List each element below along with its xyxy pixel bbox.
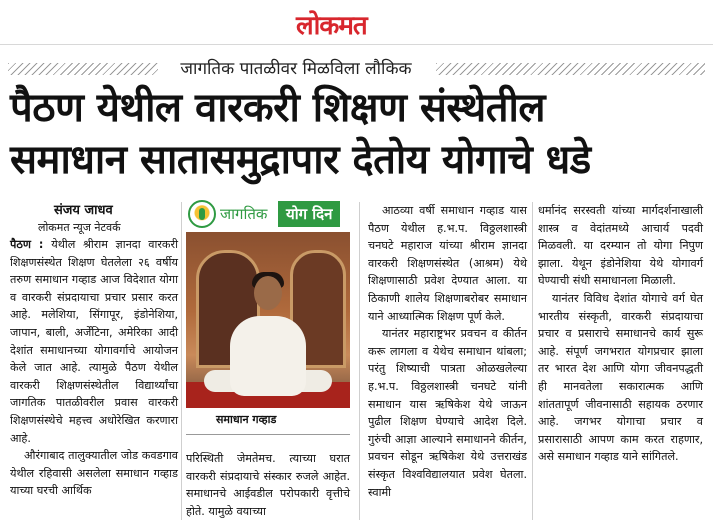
- yoga-day-badge: [186, 200, 350, 230]
- article-column-1: [10, 202, 178, 500]
- photo-figure-head: [254, 276, 282, 310]
- photo-caption: [186, 408, 350, 435]
- headline: [10, 82, 710, 186]
- article-paragraph: यानंतर विविध देशांत योगाचे वर्ग घेत भारतीय संस्कृती, वारकरी संप्रदायाचा प्रचार व प्रसाराचे समाधानचे कार्य सुरू आहे. संपूर्ण जगभरात योगप्रचार झाला तर भारत देश आणि योगा जीवनपद्धती ही मानवतेला सकारात्मक आणि शांततापूर्ण जीवनासाठी सहायक ठरणार आहे. जगभर योगाचा प्रचार व प्रसारासाठी आपण काम करत राहणार, असे समाधान गव्हाड याने सांगितले.: [538, 291, 703, 464]
- kicker-hatch-left: [8, 63, 158, 75]
- article-paragraph: [10, 236, 178, 447]
- paragraph-text: येथील श्रीराम ज्ञानदा वारकरी शिक्षणसंस्थेत शिक्षण घेतलेला २६ वर्षीय तरुण समाधान गव्हाड आज विदेशात योगा व वारकरी संप्रदायाचा प्रचार प्रसार करत आहे. मलेशिया, सिंगापूर, इंडोनेशिया, जापान, बाली, अर्जेंटिना, अमेरिका आदी देशांत समाधानच्या योगावर्गाचे आयोजन केले जात आहे. त्यामुळे पैठण येथील वारकरी शिक्षणसंस्थेतील विद्यार्थ्यांचा जागतिक पातळीवरील प्रवास वारकरी शिक्षणसंस्थेचे महत्त्व अधोरेखित करणारा आहे.: [10, 238, 178, 445]
- photo-figure-body: [230, 316, 306, 396]
- newspaper-logo: लोकमत: [296, 11, 367, 41]
- column-divider: [181, 202, 182, 520]
- newspaper-masthead: [0, 0, 713, 45]
- dateline: पैठण :: [10, 238, 52, 251]
- kicker-strip: [8, 58, 705, 80]
- article-paragraph: आठव्या वर्षी समाधान गव्हाड यास पैठण येथील ह.भ.प. विठ्ठलशास्त्री चनघटे महाराज यांच्या श्रीराम ज्ञानदा वारकरी शिक्षणसंस्थेत (आश्रम) येथे शिक्षणासाठी प्रवेश देण्यात आला. या ठिकाणी शालेय शिक्षणाबरोबर समाधान याने आध्यात्मिक शिक्षण पूर्ण केले.: [368, 204, 527, 323]
- kicker-hatch-right: [436, 63, 705, 75]
- article-paragraph: यानंतर महाराष्ट्रभर प्रवचन व कीर्तन करू लागला व येथेच समाधान थांबला; परंतु शिष्याची पात्रता ओळखलेल्या ह.भ.प. विठ्ठलशास्त्री चनघटे यांनी समाधान यास ऋषिकेश येथे जाऊन पुढील शिक्षण घेण्याचे आदेश दिले. गुरुंची आज्ञा आल्याने समाधानने कीर्तन, प्रवचन सोडून ऋषिकेश येथे उत्तराखंड संस्कृत विश्वविद्यालयात प्रवेश घेतला. स्वामी: [368, 327, 527, 499]
- yoga-badge-word-1: जागतिक: [220, 205, 268, 223]
- article-column-2: [186, 450, 350, 520]
- photo-caption-text: समाधान गव्हाड: [216, 413, 277, 426]
- headline-line-2: समाधान सातासमुद्रापार देतोय योगाचे धडे: [10, 137, 591, 183]
- column-divider: [359, 202, 360, 520]
- article-paragraph: औरंगाबाद तालुक्यातील जोड कवडगाव येथील रहिवासी असलेला समाधान गव्हाड याच्या घरची आर्थिक: [10, 449, 178, 498]
- byline-agency: लोकमत न्यूज नेटवर्क: [38, 221, 121, 234]
- byline-author: संजय जाधव: [54, 203, 113, 218]
- article-paragraph: धर्मानंद सरस्वती यांच्या मार्गदर्शनाखाली शास्त्र व वेदांतमध्ये आचार्य पदवी मिळवली. या दरम्यान तो योगा निपुण झाला. येथून इंडोनेशिया येथे योगावर्ग घेण्याची संधी समाधानला मिळाली.: [538, 204, 703, 288]
- yoga-emblem-icon: [188, 200, 216, 228]
- yoga-badge-word-2: योग दिन: [278, 201, 340, 227]
- article-column-4: [538, 202, 703, 466]
- article-photo: [186, 232, 350, 408]
- kicker-text: जागतिक पातळीवर मिळविला लौकिक: [180, 59, 412, 79]
- column-divider: [532, 202, 533, 520]
- article-column-3: [368, 202, 527, 501]
- headline-line-1: पैठण येथील वारकरी शिक्षण संस्थेतील: [10, 85, 546, 131]
- article-paragraph: परिस्थिती जेमतेमच. त्याच्या घरात वारकरी संप्रदायाचे संस्कार रुजले आहेत. समाधानचे आईवडील परोपकारी वृत्तीचे होते. यामुळे वयाच्या: [186, 452, 350, 518]
